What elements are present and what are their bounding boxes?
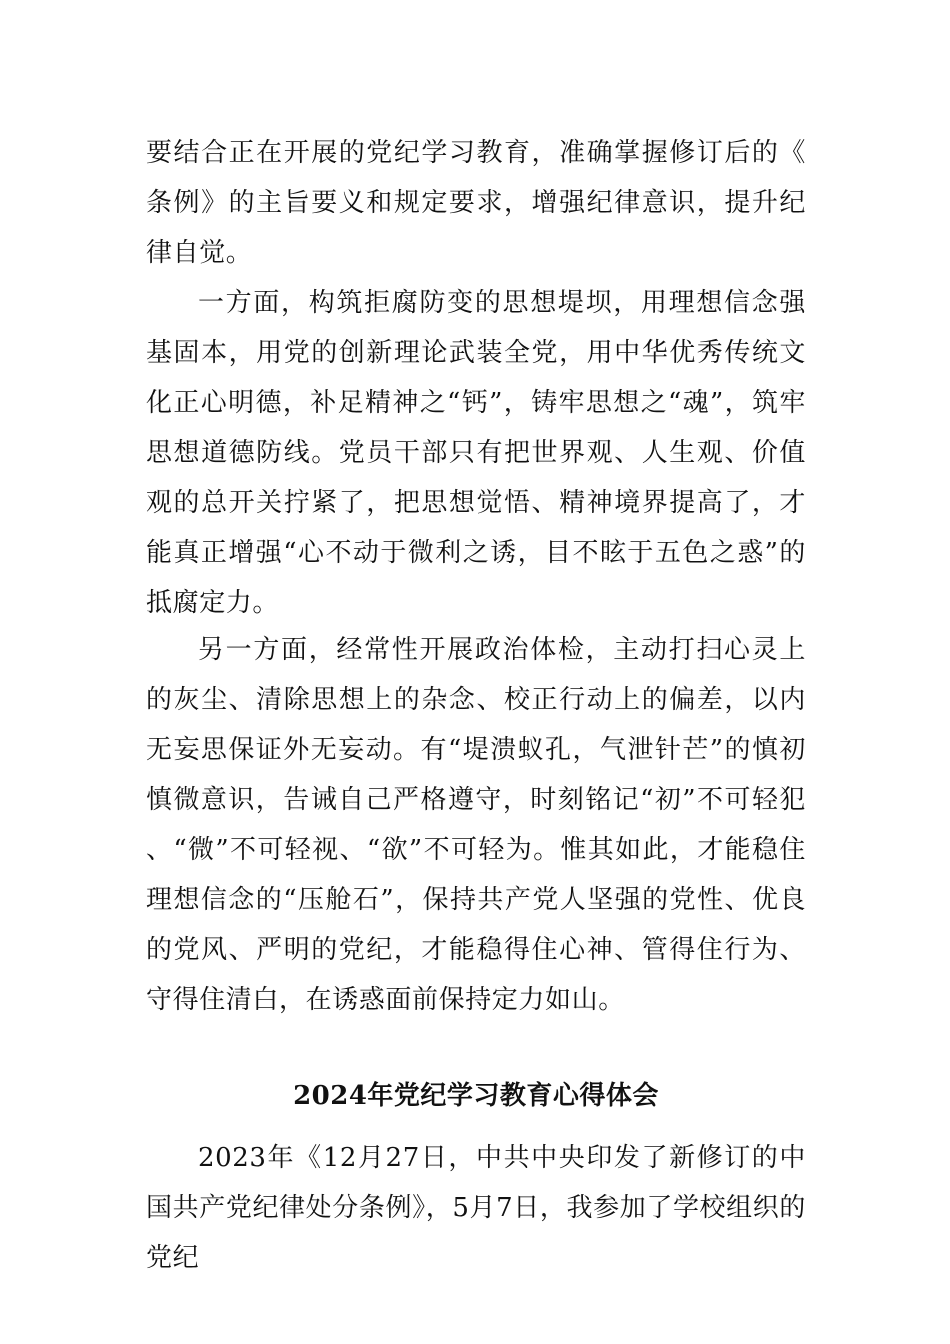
- paragraph-section-intro: 2023年《12月27日，中共中央印发了新修订的中国共产党纪律处分条例》，5月7日，我参加了学校组织的党纪: [146, 1143, 806, 1273]
- paragraph-second-aspect: 另一方面，经常性开展政治体检，主动打扫心灵上的灰尘、清除思想上的杂念、校正行动上的偏差，以内无妄思保证外无妄动。有“堤溃蚁孔，气泄针芒”的慎初慎微意识，告诫自己严格遵守，时刻铭记“初”不可轻犯、“微”不可轻视、“欲”不可轻为。惟其如此，才能稳住理想信念的“压舱石”，保持共产党人坚强的党性、优良的党风、严明的党纪，才能稳得住心神、管得住行为、守得住清白，在诱惑面前保持定力如山。: [146, 635, 806, 1015]
- section-title: 2024年党纪学习教育心得体会: [293, 1081, 659, 1111]
- paragraph-continuation: 要结合正在开展的党纪学习教育，准确掌握修订后的《条例》的主旨要义和规定要求，增强纪律意识，提升纪律自觉。: [146, 138, 806, 268]
- paragraph-first-aspect: 一方面，构筑拒腐防变的思想堤坝，用理想信念强基固本，用党的创新理论武装全党，用中华优秀传统文化正心明德，补足精神之“钙”，铸牢思想之“魂”，筑牢思想道德防线。党员干部只有把世界观、人生观、价值观的总开关拧紧了，把思想觉悟、精神境界提高了，才能真正增强“心不动于微利之诱，目不眩于五色之惑”的抵腐定力。: [146, 288, 806, 618]
